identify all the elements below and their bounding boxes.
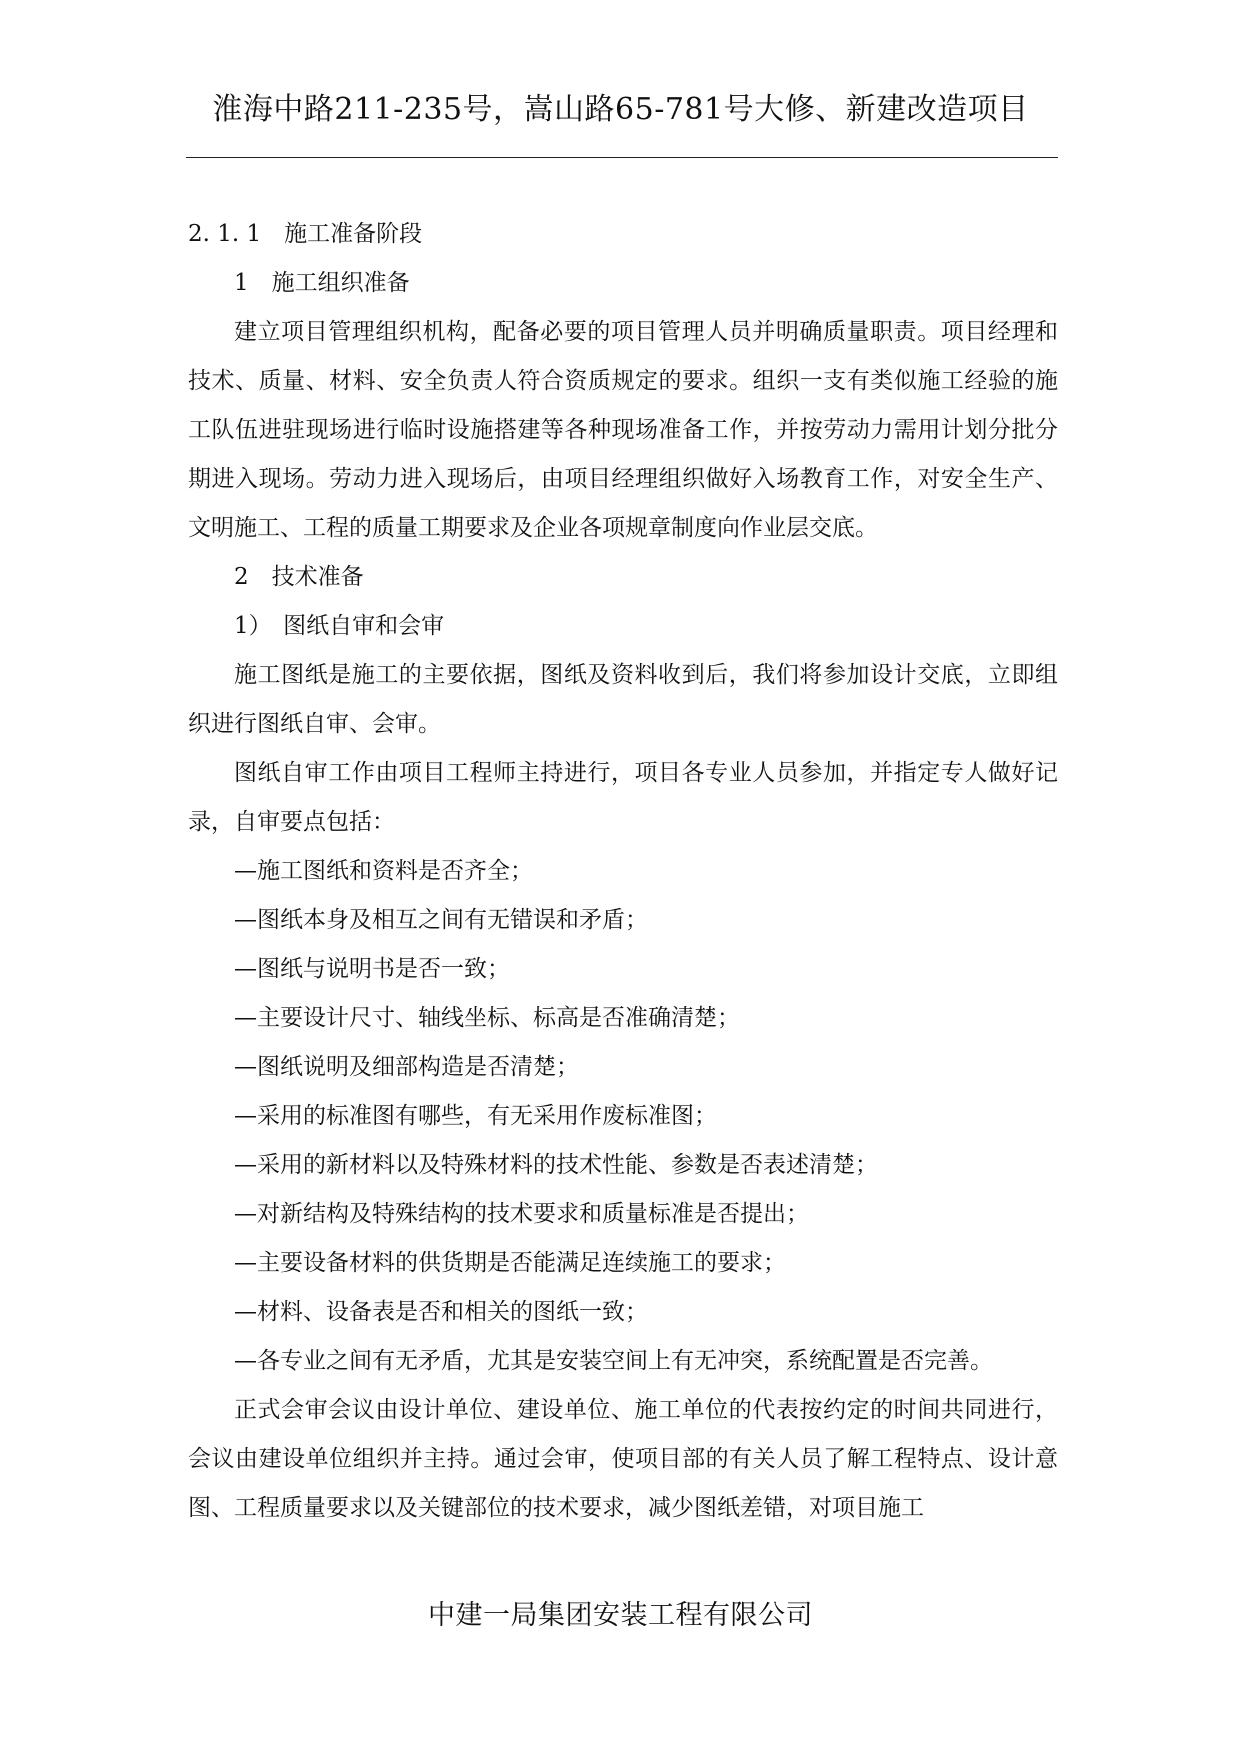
paragraph-self-review: 图纸自审工作由项目工程师主持进行，项目各专业人员参加，并指定专人做好记录，自审要点包括：	[188, 760, 1058, 835]
paragraph-joint-review: 正式会审会议由设计单位、建设单位、施工单位的代表按约定的时间共同进行，会议由建设单位组织并主持。通过会审，使项目部的有关人员了解工程特点、设计意图、工程质量要求以及关键部位的技术要求，减少图纸差错，对项目施工	[188, 1397, 1058, 1521]
sub-heading-drawing-review: 1） 图纸自审和会审	[234, 613, 445, 639]
list-item: —对新结构及特殊结构的技术要求和质量标准是否提出；	[234, 1201, 809, 1227]
sub-heading-organization: 1 施工组织准备	[234, 270, 410, 296]
header-divider	[186, 157, 1058, 158]
page-footer-company: 中建一局集团安装工程有限公司	[428, 1600, 813, 1631]
sub-heading-technical: 2 技术准备	[234, 564, 364, 590]
list-item: —图纸与说明书是否一致；	[234, 956, 510, 982]
list-item: —各专业之间有无矛盾，尤其是安装空间上有无冲突，系统配置是否完善。	[234, 1348, 993, 1374]
list-item: —采用的新材料以及特殊材料的技术性能、参数是否表述清楚；	[234, 1152, 878, 1178]
list-item: —采用的标准图有哪些，有无采用作废标准图；	[234, 1103, 717, 1129]
paragraph-drawings: 施工图纸是施工的主要依据，图纸及资料收到后，我们将参加设计交底，立即组织进行图纸自审、会审。	[188, 662, 1058, 737]
document-body	[188, 210, 1058, 1533]
list-item: —图纸本身及相互之间有无错误和矛盾；	[234, 907, 648, 933]
header-title: 淮海中路211-235号，嵩山路65-781号大修、新建改造项目	[212, 92, 1029, 127]
list-item: —主要设备材料的供货期是否能满足连续施工的要求；	[234, 1250, 786, 1276]
paragraph-organization: 建立项目管理组织机构，配备必要的项目管理人员并明确质量职责。项目经理和技术、质量、材料、安全负责人符合资质规定的要求。组织一支有类似施工经验的施工队伍进驻现场进行临时设施搭建等各种现场准备工作，并按劳动力需用计划分批分期进入现场。劳动力进入现场后，由项目经理组织做好入场教育工作，对安全生产、文明施工、工程的质量工期要求及企业各项规章制度向作业层交底。	[188, 319, 1058, 541]
list-item: —图纸说明及细部构造是否清楚；	[234, 1054, 579, 1080]
list-item: —施工图纸和资料是否齐全；	[234, 858, 533, 884]
section-heading: 2. 1. 1 施工准备阶段	[188, 221, 423, 247]
review-checklist	[188, 847, 1058, 1386]
list-item: —主要设计尺寸、轴线坐标、标高是否准确清楚；	[234, 1005, 740, 1031]
list-item: —材料、设备表是否和相关的图纸一致；	[234, 1299, 648, 1325]
